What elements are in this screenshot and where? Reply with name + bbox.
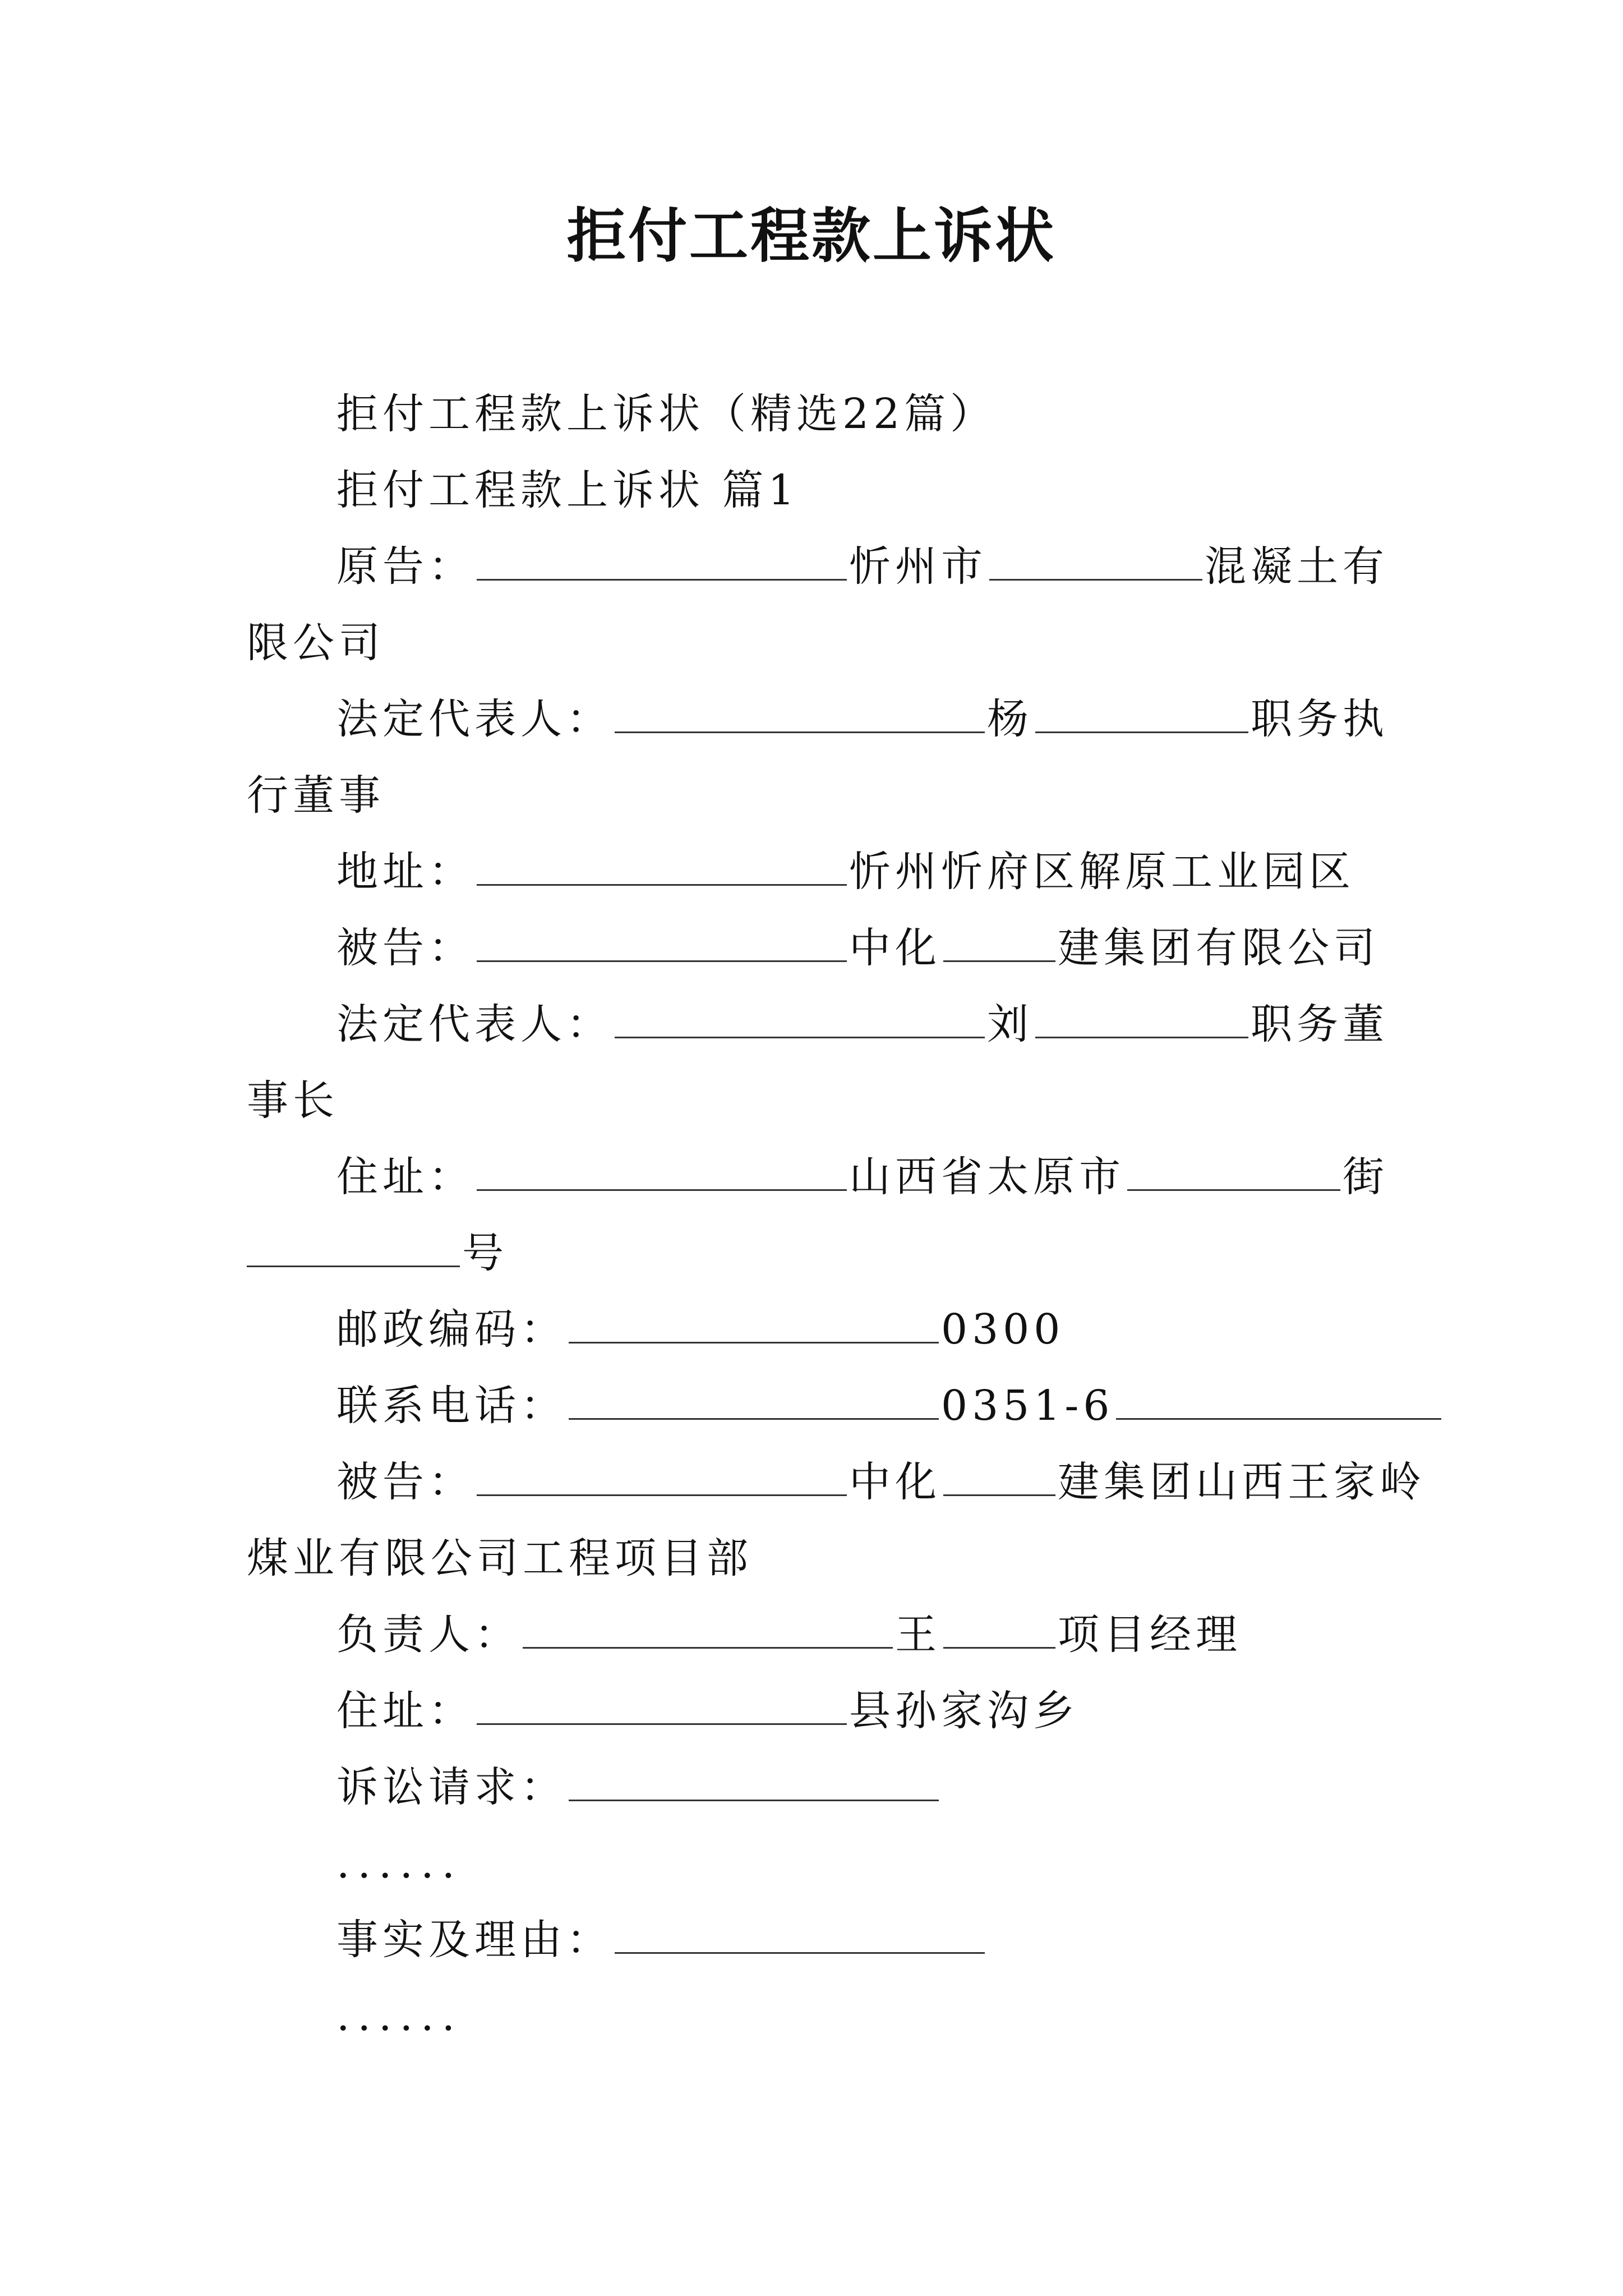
subtitle: 拒付工程款上诉状（精选22篇） [336, 390, 997, 438]
blank-field [1116, 1377, 1441, 1420]
blank-field [1127, 1148, 1340, 1191]
legal-rep1-label: 法定代表人： [336, 695, 612, 743]
plaintiff-line-cont [247, 605, 1380, 681]
defendant2-label: 被告： [336, 1458, 474, 1506]
plaintiff-city: 忻州市 [849, 542, 987, 591]
blank-field [615, 690, 985, 733]
residence2-label: 住址： [336, 1687, 474, 1735]
legal-rep1-name: 杨 [987, 695, 1033, 743]
blank-field [477, 843, 847, 886]
blank-field [1035, 690, 1248, 733]
blank-field [477, 1682, 847, 1725]
ellipsis-line-1 [247, 1825, 1380, 1902]
legal-rep2-label: 法定代表人： [336, 1000, 612, 1048]
plaintiff-company-a: 混凝土有 [1205, 542, 1389, 591]
blank-field [1035, 995, 1248, 1038]
residence1-label: 住址： [336, 1153, 474, 1201]
manager-line [247, 1596, 1380, 1673]
blank-field [247, 1224, 460, 1267]
facts-line [247, 1902, 1380, 1978]
legal-rep1-title-b: 行董事 [247, 771, 385, 820]
document-title: 拒付工程款上诉状 [566, 201, 1056, 270]
plaintiff-company-b: 限公司 [247, 619, 385, 667]
defendant2-a: 中化 [849, 1458, 941, 1506]
postcode-value: 0300 [941, 1305, 1065, 1354]
blank-field [477, 1148, 847, 1191]
blank-field [477, 537, 847, 581]
blank-field [477, 1453, 847, 1496]
claims-label: 诉讼请求： [336, 1763, 566, 1811]
legal-rep2-line-cont [247, 1062, 1380, 1139]
facts-label: 事实及理由： [336, 1916, 612, 1964]
article-heading: 拒付工程款上诉状 篇1 [336, 466, 799, 514]
defendant1-label: 被告： [336, 924, 474, 972]
residence2-line [247, 1673, 1380, 1749]
manager-name: 王 [895, 1611, 941, 1659]
ellipsis-2: ...... [336, 1992, 463, 2040]
blank-field [943, 919, 1055, 962]
defendant2-c: 煤业有限公司工程项目部 [247, 1534, 753, 1582]
ellipsis-1: ...... [336, 1839, 463, 1888]
residence2-value: 县孙家沟乡 [849, 1687, 1079, 1735]
claims-line [247, 1749, 1380, 1825]
blank-field [477, 919, 847, 962]
phone-line [247, 1368, 1380, 1444]
legal-rep2-title-b: 事长 [247, 1076, 339, 1125]
blank-field [615, 995, 985, 1038]
blank-field [569, 1758, 939, 1801]
article-heading-line [247, 452, 1380, 528]
defendant2-b: 建集团山西王家岭 [1058, 1458, 1426, 1506]
ellipsis-line-2 [247, 1978, 1380, 2054]
residence1-street: 街 [1343, 1153, 1389, 1201]
blank-field [569, 1377, 939, 1420]
defendant1-b: 建集团有限公司 [1058, 924, 1380, 972]
defendant1-line [247, 910, 1380, 986]
blank-field [943, 1453, 1055, 1496]
blank-field [615, 1911, 985, 1954]
legal-rep1-title-a: 职务执 [1251, 695, 1389, 743]
blank-field [523, 1605, 893, 1649]
residence1-line [247, 1139, 1389, 1215]
defendant2-line [247, 1444, 1426, 1520]
address1-line [247, 834, 1380, 910]
postcode-line [247, 1291, 1380, 1368]
blank-field [989, 537, 1202, 581]
plaintiff-line [247, 528, 1389, 605]
plaintiff-label: 原告： [336, 542, 474, 591]
defendant1-a: 中化 [849, 924, 941, 972]
phone-value: 0351-6 [941, 1382, 1114, 1430]
blank-field [569, 1300, 939, 1343]
residence1-number: 号 [462, 1229, 508, 1277]
address1-label: 地址： [336, 848, 474, 896]
postcode-label: 邮政编码： [336, 1305, 566, 1354]
legal-rep2-name: 刘 [987, 1000, 1033, 1048]
blank-field [943, 1605, 1055, 1649]
subtitle-line [247, 376, 1380, 452]
legal-rep2-title-a: 职务董 [1251, 1000, 1389, 1048]
legal-rep1-line [247, 681, 1389, 757]
address1-value: 忻州忻府区解原工业园区 [849, 848, 1355, 896]
residence1-line-cont [247, 1215, 1380, 1291]
defendant2-line-cont [247, 1520, 1380, 1596]
residence1-value: 山西省太原市 [849, 1153, 1125, 1201]
phone-label: 联系电话： [336, 1382, 566, 1430]
manager-title: 项目经理 [1058, 1611, 1242, 1659]
legal-rep2-line [247, 986, 1389, 1062]
legal-rep1-line-cont [247, 757, 1380, 834]
manager-label: 负责人： [336, 1611, 520, 1659]
